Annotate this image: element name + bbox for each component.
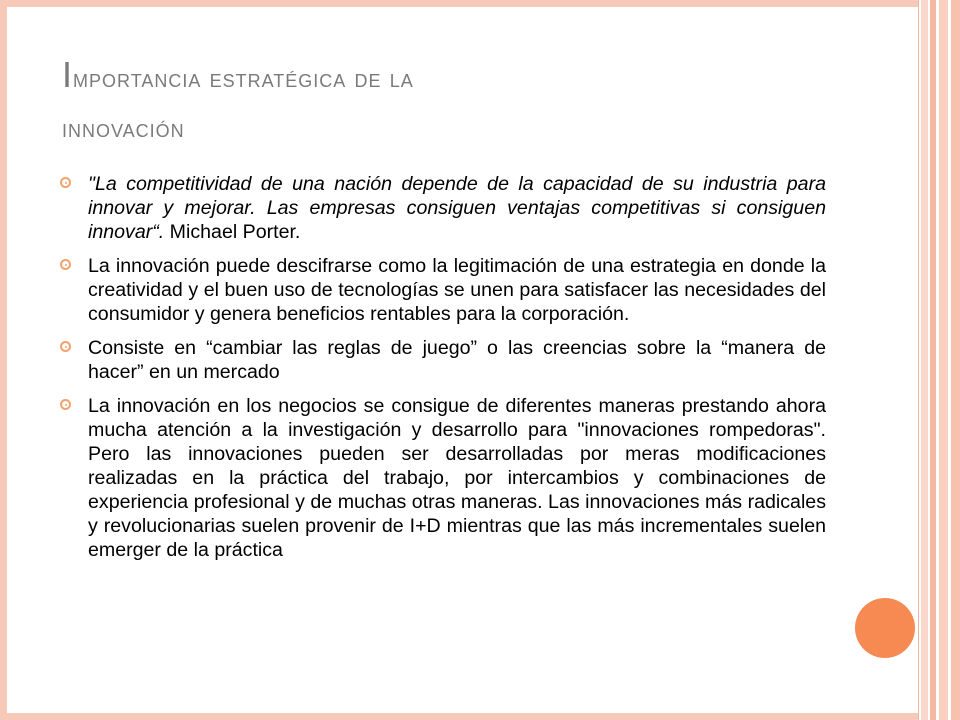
bullet-icon <box>60 399 71 410</box>
slide-frame-top <box>0 0 960 7</box>
bullet-icon <box>60 259 71 270</box>
decorative-orange-circle <box>855 598 915 658</box>
title-line-1: mportancia estratégica de la <box>73 63 414 93</box>
title-initial: I <box>62 54 74 95</box>
bullet-item-definition <box>60 254 826 326</box>
porter-quote-text: "La competitividad de una nación depende de la capacidad de su industria para innovar y mejorar. Las empresas consiguen ventajas competitivas si consiguen innovar“. <box>88 173 826 243</box>
definition-text: La innovación puede descifrarse como la legitimación de una estrategia en donde la creatividad y el buen uso de tecnologías se unen para satisfacer las necesidades del consumidor y genera beneficios rentables para la corporación. <box>88 255 826 325</box>
rules-text: Consiste en “cambiar las reglas de juego” o las creencias sobre la “manera de hacer” en un mercado <box>88 337 826 383</box>
bullet-icon <box>60 177 71 188</box>
bullet-list <box>60 172 826 572</box>
bullet-icon <box>60 341 71 352</box>
slide-divider-line <box>918 0 919 720</box>
bullet-item-porter-quote <box>60 172 826 244</box>
slide-frame-left <box>0 0 7 720</box>
title-line-2: innovación <box>62 113 185 143</box>
bullet-item-business-innovation <box>60 394 826 562</box>
decorative-stripes <box>919 0 960 720</box>
slide-frame-bottom <box>0 713 960 720</box>
porter-attribution: Michael Porter. <box>164 221 301 243</box>
slide-title <box>62 50 882 153</box>
business-innovation-text: La innovación en los negocios se consigue de diferentes maneras prestando ahora mucha atención a la investigación y desarrollo para "innovaciones rompedoras". Pero las innovaciones pueden ser desarrolladas por meras modificaciones realizadas en la práctica del trabajo, por intercambios y combinaciones de experiencia profesional y de muchas otras maneras. Las innovaciones más radicales y revolucionarias suelen provenir de I+D mientras que las más incrementales suelen emerger de la práctica <box>88 395 826 561</box>
bullet-item-rules <box>60 336 826 384</box>
